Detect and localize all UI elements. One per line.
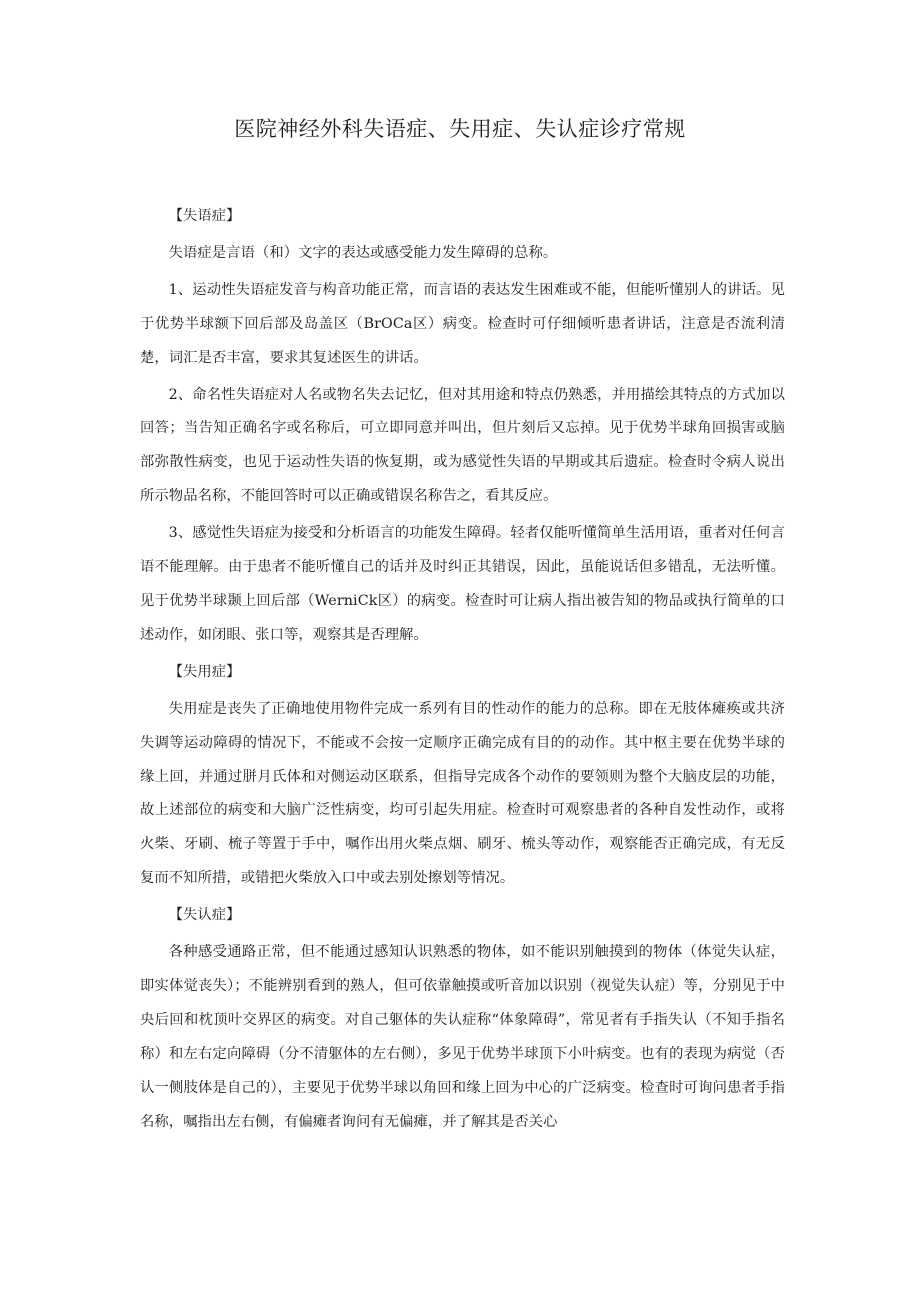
section-heading-aphasia: 【失语症】 [168, 208, 241, 224]
paragraph: 1、运动性失语症发音与构音功能正常，而言语的表达发生困难或不能，但能听懂别人的讲话。见于优势半球额下回后部及岛盖区（BrOCa区）病变。检查时可仔细倾听患者讲话，注意是否流利清楚，词汇是否丰富，要求其复述医生的讲话。 [140, 281, 785, 366]
document-title: 医院神经外科失语症、失用症、失认症诊疗常规 [234, 117, 686, 141]
paragraph: 失语症是言语（和）文字的表达或感受能力发生障碍的总称。 [168, 244, 558, 261]
paragraph: 各种感受通路正常，但不能通过感知认识熟悉的物体，如不能识别触摸到的物体（体觉失认症，即实体觉丧失）；不能辨别看到的熟人，但可依靠触摸或听音加以识别（视觉失认症）等，分别见于中央后回和枕顶叶交界区的病变。对自己躯体的失认症称“体象障碍”，常见者有手指失认（不知手指名称）和左右定向障碍（分不清躯体的左右侧），多见于优势半球顶下小叶病变。也有的表现为病觉（否认一侧肢体是自己的），主要见于优势半球以角回和缘上回为中心的广泛病变。检查时可询问患者手指名称，嘱指出左右侧，有偏瘫者询问有无偏瘫，并了解其是否关心 [140, 944, 785, 1130]
paragraph: 失用症是丧失了正确地使用物件完成一系列有目的性动作的能力的总称。即在无肢体瘫痪或共济失调等运动障碍的情况下，不能或不会按一定顺序正确完成有目的的动作。其中枢主要在优势半球的缘上回，并通过胼月氏体和对侧运动区联系，但指导完成各个动作的要领则为整个大脑皮层的功能，故上述部位的病变和大脑广泛性病变，均可引起失用症。检查时可观察患者的各种自发性动作，或将火柴、牙刷、梳子等置于手中，嘱作出用火柴点烟、刷牙、梳头等动作，观察能否正确完成，有无反复而不知所措，或错把火柴放入口中或去别处擦划等情况。 [140, 700, 785, 887]
section-heading-agnosia: 【失认症】 [168, 907, 241, 924]
paragraph: 2、命名性失语症对人名或物名失去记忆，但对其用途和特点仍熟悉，并用描绘其特点的方式加以回答；当告知正确名字或名称后，可立即同意并叫出，但片刻后又忘掉。见于优势半球角回损害或脑部弥散性病变，也见于运动性失语的恢复期，或为感觉性失语的早期或其后遗症。检查时令病人说出所示物品名称，不能回答时可以正确或错误名称告之，看其反应。 [140, 386, 785, 505]
section-heading-apraxia: 【失用症】 [168, 663, 241, 680]
document-body [140, 200, 785, 1139]
paragraph: 3、感觉性失语症为接受和分析语言的功能发生障碍。轻者仅能听懂简单生活用语，重者对任何言语不能理解。由于患者不能听懂自己的话并及时纠正其错误，因此，虽能说话但多错乱，无法听懂。见于优势半球颞上回后部（WerniCk区）的病变。检查时可让病人指出被告知的物品或执行简单的口述动作，如闭眼、张口等，观察其是否理解。 [140, 525, 785, 643]
